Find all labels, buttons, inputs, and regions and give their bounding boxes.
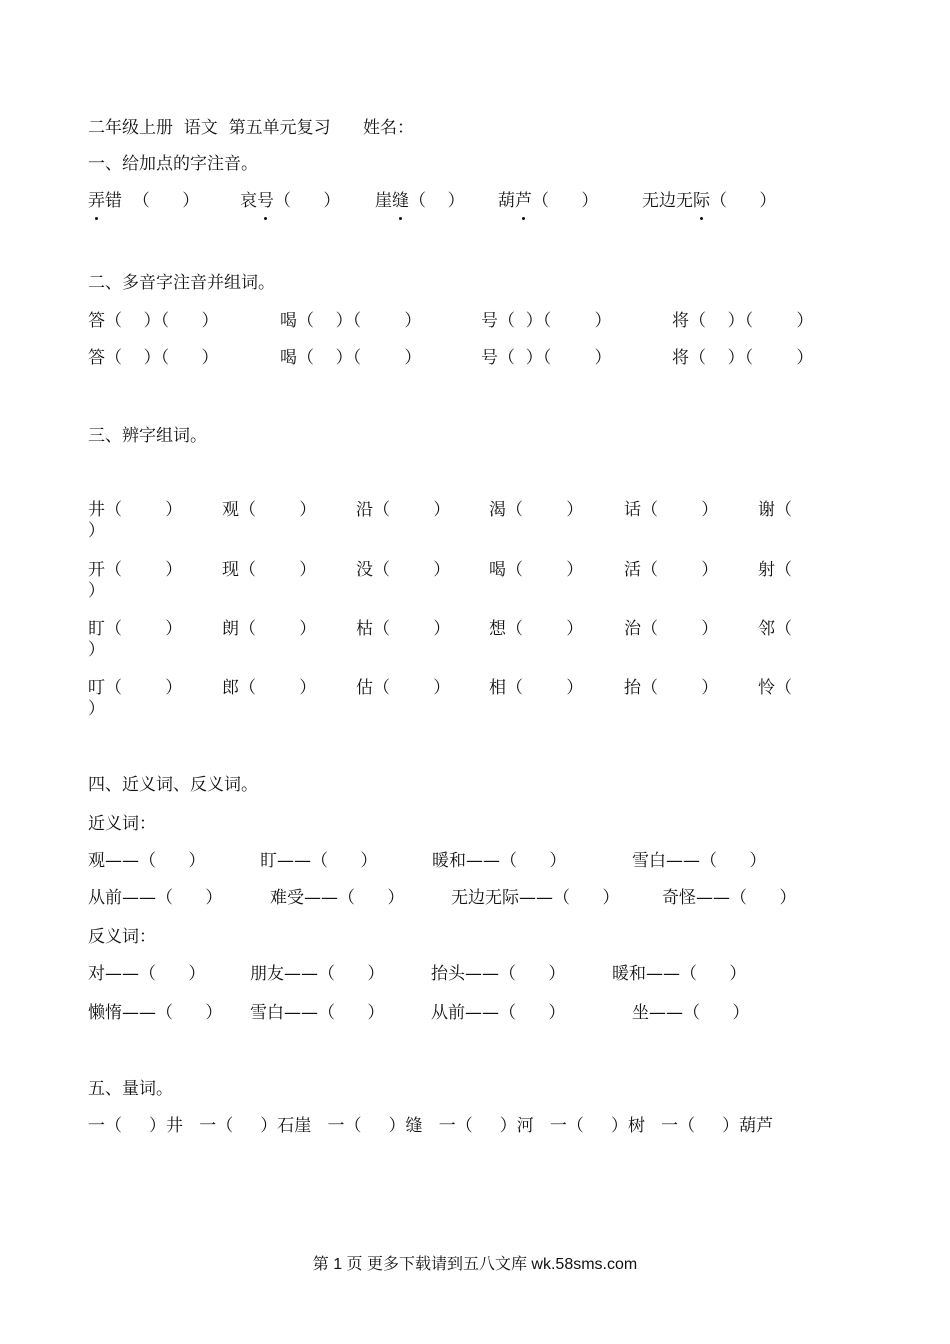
dotted-char: 芦 bbox=[515, 191, 532, 211]
antonym-item: 朋友——（ ） bbox=[250, 964, 385, 984]
word-group-item: 谢（ bbox=[758, 500, 792, 520]
dotted-item: 葫芦（ ） bbox=[498, 191, 599, 211]
word-group-item: 朗（ ） bbox=[222, 619, 317, 639]
word-group-item: 相（ ） bbox=[489, 678, 584, 698]
section-3-title: 三、辨字组词。 bbox=[88, 426, 207, 446]
wrapped-paren: ） bbox=[88, 640, 105, 660]
word-group-item: 没（ ） bbox=[356, 560, 451, 580]
polyphone-item: 喝（ ）（ ） bbox=[280, 348, 422, 368]
dotted-item: 崖缝（ ） bbox=[375, 191, 465, 211]
antonym-label: 反义词： bbox=[88, 927, 156, 947]
polyphone-item: 号（ ）（ ） bbox=[481, 348, 612, 368]
antonym-item: 抬头——（ ） bbox=[431, 964, 566, 984]
section-5-title: 五、量词。 bbox=[88, 1079, 173, 1099]
word-group-item: 枯（ ） bbox=[356, 619, 451, 639]
dotted-char: 弄 bbox=[88, 191, 105, 211]
polyphone-item: 答（ ）（ ） bbox=[88, 311, 219, 331]
section-1-title: 一、给加点的字注音。 bbox=[88, 154, 258, 174]
synonym-item: 盯——（ ） bbox=[260, 851, 378, 871]
word-group-item: 郎（ ） bbox=[222, 678, 317, 698]
polyphone-item: 答（ ）（ ） bbox=[88, 348, 219, 368]
synonym-item: 奇怪——（ ） bbox=[662, 888, 797, 908]
page-footer: 第 1 页 更多下载请到五八文库 wk.58sms.com bbox=[312, 1256, 638, 1273]
word-group-item: 盯（ ） bbox=[88, 619, 183, 639]
wrapped-paren: ） bbox=[88, 581, 105, 601]
antonym-item: 从前——（ ） bbox=[431, 1003, 566, 1023]
synonym-item: 观——（ ） bbox=[88, 851, 206, 871]
word-group-item: 怜（ bbox=[758, 678, 792, 698]
synonym-label: 近义词： bbox=[88, 814, 156, 834]
word-group-item: 治（ ） bbox=[624, 619, 719, 639]
word-group-item: 射（ bbox=[758, 560, 792, 580]
dotted-char: 号 bbox=[257, 191, 274, 211]
word-group-item: 喝（ ） bbox=[489, 560, 584, 580]
wrapped-paren: ） bbox=[88, 521, 105, 541]
dotted-item: 哀号（ ） bbox=[240, 191, 341, 211]
synonym-item: 暖和——（ ） bbox=[432, 851, 567, 871]
polyphone-item: 喝（ ）（ ） bbox=[280, 311, 422, 331]
measure-word-line: 一（ ）井 一（ ）石崖 一（ ）缝 一（ ）河 一（ ）树 一（ ）葫芦 bbox=[88, 1116, 774, 1136]
synonym-item: 难受——（ ） bbox=[270, 888, 405, 908]
word-group-item: 邻（ bbox=[758, 619, 792, 639]
word-group-item: 想（ ） bbox=[489, 619, 584, 639]
antonym-item: 雪白——（ ） bbox=[250, 1003, 385, 1023]
word-group-item: 抬（ ） bbox=[624, 678, 719, 698]
polyphone-item: 将（ ）（ ） bbox=[672, 348, 814, 368]
word-group-item: 开（ ） bbox=[88, 560, 183, 580]
dotted-char: 缝 bbox=[392, 191, 409, 211]
polyphone-item: 将（ ）（ ） bbox=[672, 311, 814, 331]
synonym-item: 雪白——（ ） bbox=[632, 851, 767, 871]
dotted-item: 无边无际（ ） bbox=[642, 191, 777, 211]
section-2-title: 二、多音字注音并组词。 bbox=[88, 273, 275, 293]
word-group-item: 现（ ） bbox=[222, 560, 317, 580]
dotted-item: 弄错 （ ） bbox=[88, 191, 200, 211]
synonym-item: 从前——（ ） bbox=[88, 888, 223, 908]
antonym-item: 懒惰——（ ） bbox=[88, 1003, 223, 1023]
word-group-item: 话（ ） bbox=[624, 500, 719, 520]
antonym-item: 对——（ ） bbox=[88, 964, 206, 984]
word-group-item: 叮（ ） bbox=[88, 678, 183, 698]
polyphone-item: 号（ ）（ ） bbox=[481, 311, 612, 331]
word-group-item: 活（ ） bbox=[624, 560, 719, 580]
word-group-item: 井（ ） bbox=[88, 500, 183, 520]
synonym-item: 无边无际——（ ） bbox=[451, 888, 620, 908]
word-group-item: 估（ ） bbox=[356, 678, 451, 698]
page-header: 二年级上册 语文 第五单元复习 姓名： bbox=[88, 118, 415, 138]
antonym-item: 坐——（ ） bbox=[632, 1003, 750, 1023]
word-group-item: 渴（ ） bbox=[489, 500, 584, 520]
section-4-title: 四、近义词、反义词。 bbox=[88, 775, 258, 795]
wrapped-paren: ） bbox=[88, 699, 105, 719]
word-group-item: 观（ ） bbox=[222, 500, 317, 520]
word-group-item: 沿（ ） bbox=[356, 500, 451, 520]
dotted-char: 际 bbox=[693, 191, 710, 211]
antonym-item: 暖和——（ ） bbox=[612, 964, 747, 984]
